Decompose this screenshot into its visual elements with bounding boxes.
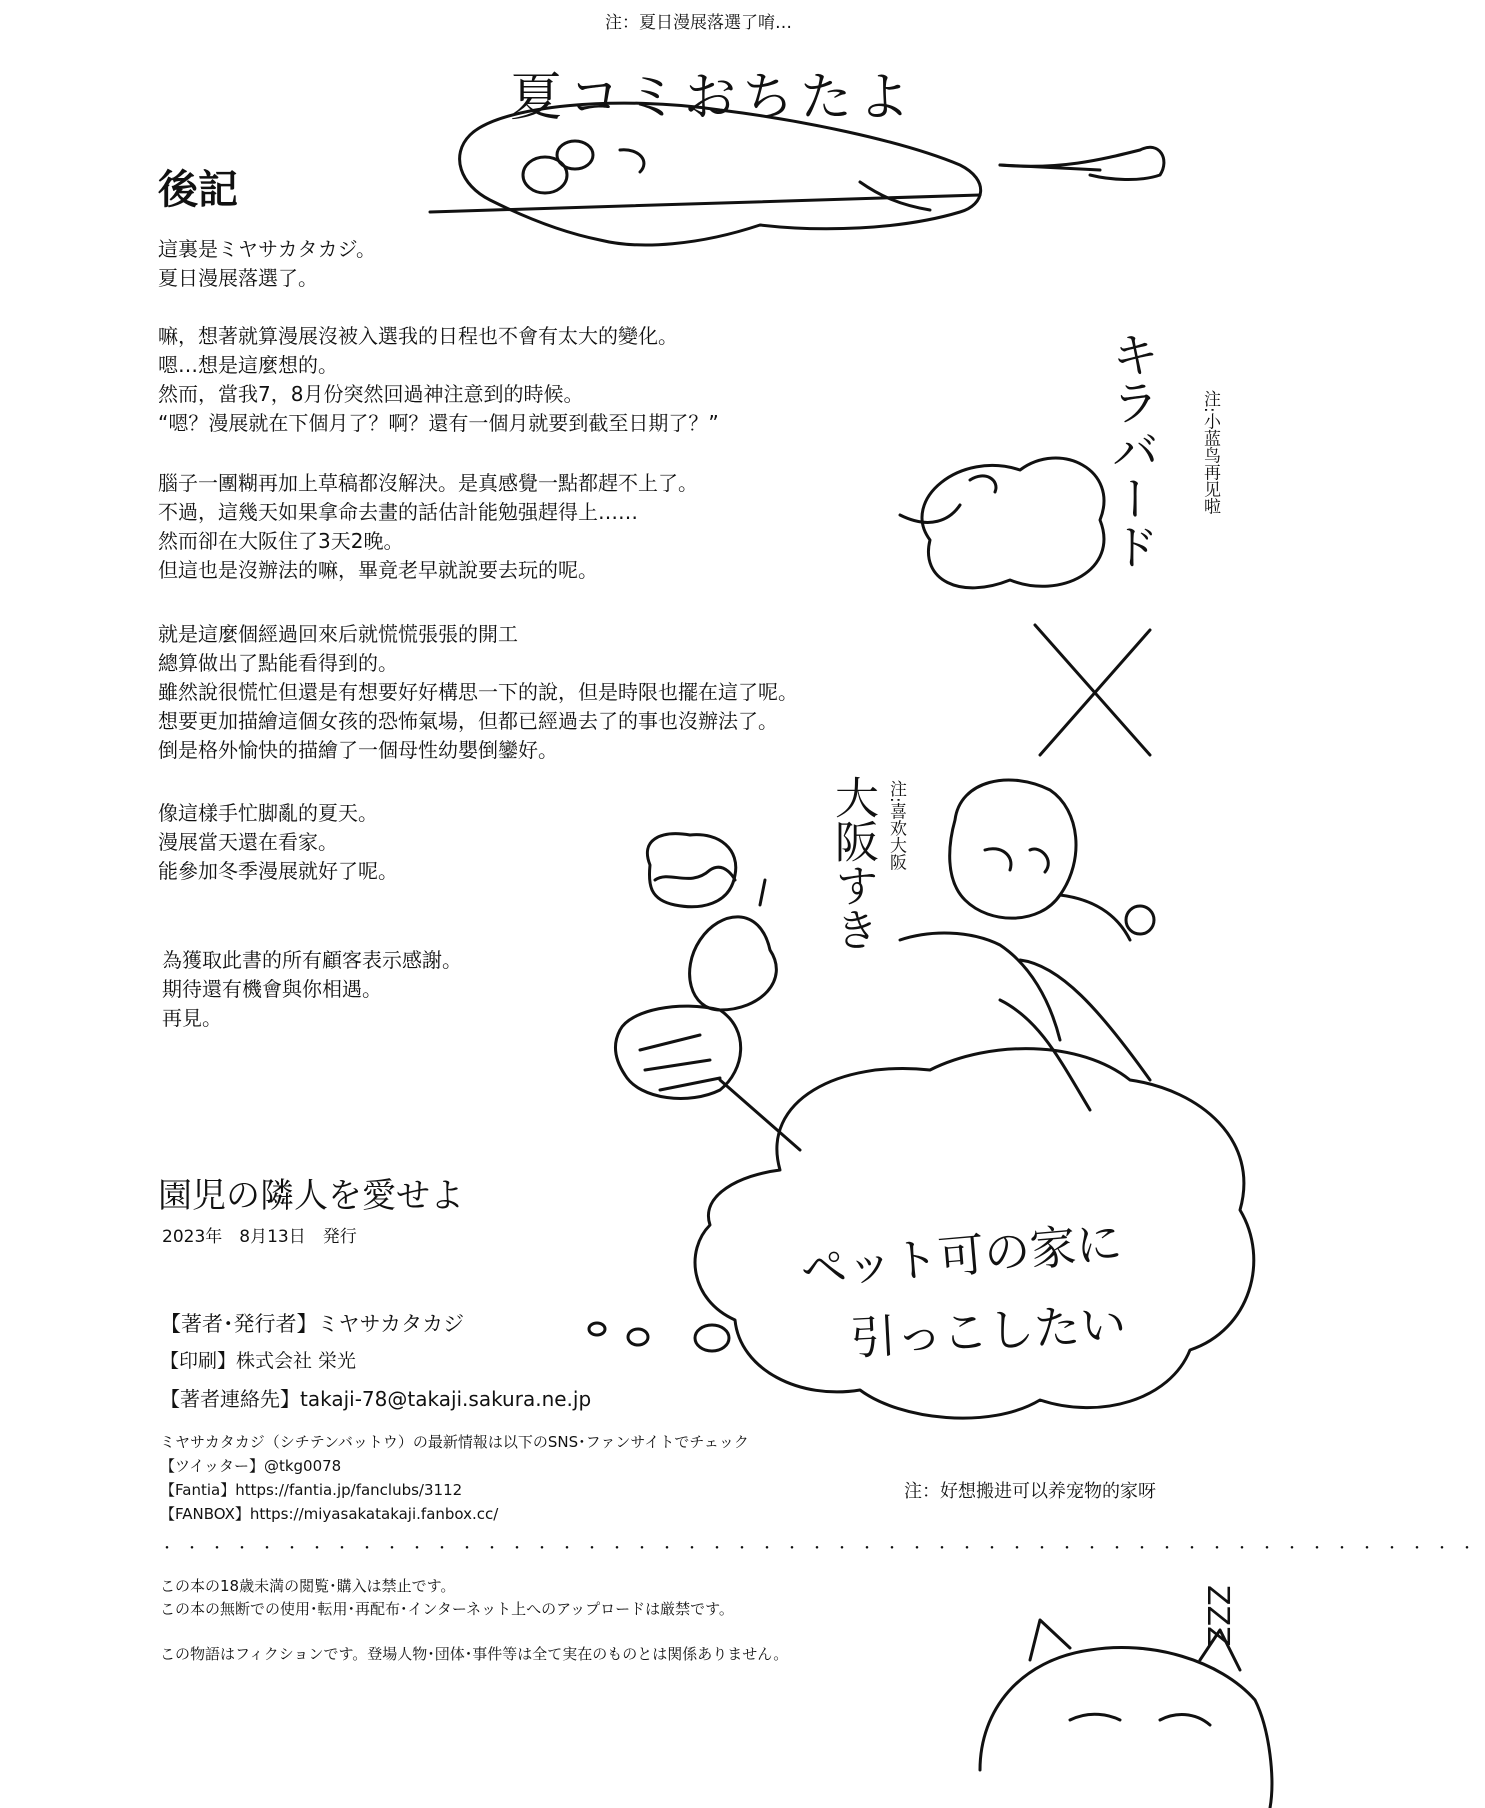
handwritten-natsukomi-ochitayo: 夏コミおちたよ [510,68,917,128]
afterword-line: 像這樣手忙脚亂的夏天。 [158,801,378,825]
afterword-paragraph-2 [158,322,719,438]
afterword-line: 就是這麼個經過回來后就慌慌張張的開工 [158,622,518,646]
dotted-separator: ・・・・・・・・・・・・・・・・・・・・・・・・・・・・・・・・・・・・・・・・・・・・・・・・・・・・・ [160,1541,1485,1557]
afterword-line: 腦子一團糊再加上草稿都沒解決。是真感覺一點都趕不上了。 [158,471,698,495]
sns-twitter-link[interactable]: 【ツイッター】@tkg0078 [160,1457,342,1475]
afterword-line: 再見。 [162,1006,222,1030]
afterword-line: 漫展當天還在看家。 [158,830,338,854]
handwritten-osaka-suki: 大阪すき [827,775,878,951]
bird-doodle [900,458,1104,588]
afterword-line: 不過，這幾天如果拿命去畫的話估計能勉强趕得上…… [158,500,638,524]
afterword-line: 然而卻在大阪住了3天2晚。 [158,529,404,553]
afterword-line: 雖然說很慌忙但還是有想要好好構思一下的說，但是時限也擺在這了呢。 [158,680,798,704]
food-doodles [615,834,800,1150]
legal-fiction-disclaimer: この物語はフィクションです。登場人物･団体･事件等は全て実在のものとは関係ありません。 [160,1645,789,1663]
sleeping-cat-doodle [980,1620,1272,1808]
afterword-line: 期待還有機會與你相遇。 [162,977,382,1001]
sns-fantia-link[interactable]: 【Fantia】https://fantia.jp/fanclubs/3112 [160,1481,463,1499]
book-title: 園児の隣人を愛せよ [158,1176,464,1216]
legal-age-restriction: この本の18歳未満の閲覧･購入は禁止です。 [160,1577,456,1595]
afterword-line: 然而，當我7，8月份突然回過神注意到的時候。 [158,382,584,406]
afterword-line: 這裏是ミヤサカタカジ。 [158,237,376,261]
handwritten-want-to-move: 引っこしたい [848,1296,1128,1366]
note-like-osaka: 注:喜欢大阪 [886,780,906,871]
afterword-line: “嗯？漫展就在下個月了？啊？還有一個月就要到截至日期了？” [158,411,719,435]
afterword-line: 倒是格外愉快的描繪了一個母性幼嬰倒鑾好。 [158,738,558,762]
afterword-heading: 後記 [158,167,238,213]
afterword-paragraph-1 [158,235,376,293]
afterword-line: 夏日漫展落選了。 [158,266,318,290]
afterword-line: 為獲取此書的所有顧客表示感謝。 [162,948,462,972]
sns-info [160,1430,749,1526]
sns-intro: ミヤサカタカジ（シチテンバットウ）の最新情報は以下のSNS･ファンサイトでチェック [160,1433,749,1451]
publication-date: 2023年 8月13日 発行 [162,1227,357,1247]
handwritten-kirabird: キラバード [1103,330,1159,570]
afterword-paragraph-3 [158,469,698,585]
afterword-line: 想要更加描繪這個女孩的恐怖氣場，但都已經過去了的事也沒辦法了。 [158,709,778,733]
printer: 【印刷】株式会社 栄光 [160,1350,357,1372]
afterword-paragraph-4 [158,620,798,765]
robot-character-doodle [900,780,1154,1110]
note-want-pet-home: 注：好想搬进可以养宠物的家呀 [904,1481,1156,1502]
afterword-line: 總算做出了點能看得到的。 [158,651,398,675]
author-contact: 【著者連絡先】takaji-78@takaji.sakura.ne.jp [160,1387,592,1411]
legal-no-reproduction: この本の無断での使用･転用･再配布･インターネット上へのアップロードは厳禁です。 [160,1600,734,1618]
afterword-paragraph-5 [158,799,398,886]
afterword-line: 嗯…想是這麼想的。 [158,353,338,377]
x-mark-doodle [1035,625,1150,755]
author-publisher: 【著者･発行者】ミヤサカタカジ [160,1312,465,1336]
sns-fanbox-link[interactable]: 【FANBOX】https://miyasakatakaji.fanbox.cc/ [160,1505,499,1523]
note-summer-event-rejected: 注：夏日漫展落選了唷… [605,13,792,33]
afterword-line: 嘛，想著就算漫展沒被入選我的日程也不會有太大的變化。 [158,324,678,348]
afterword-line: 但這也是沒辦法的嘛，畢竟老早就說要去玩的呢。 [158,558,598,582]
handwritten-zzz: ZZZ [1200,1585,1235,1647]
handwritten-pet-ok-house: ペット可の家に [798,1215,1125,1297]
afterword-paragraph-6 [162,946,462,1033]
legal-notices [160,1575,788,1666]
afterword-line: 能參加冬季漫展就好了呢。 [158,859,398,883]
note-little-bluebird-goodbye: 注:小蓝鸟再见啦 [1200,390,1220,515]
